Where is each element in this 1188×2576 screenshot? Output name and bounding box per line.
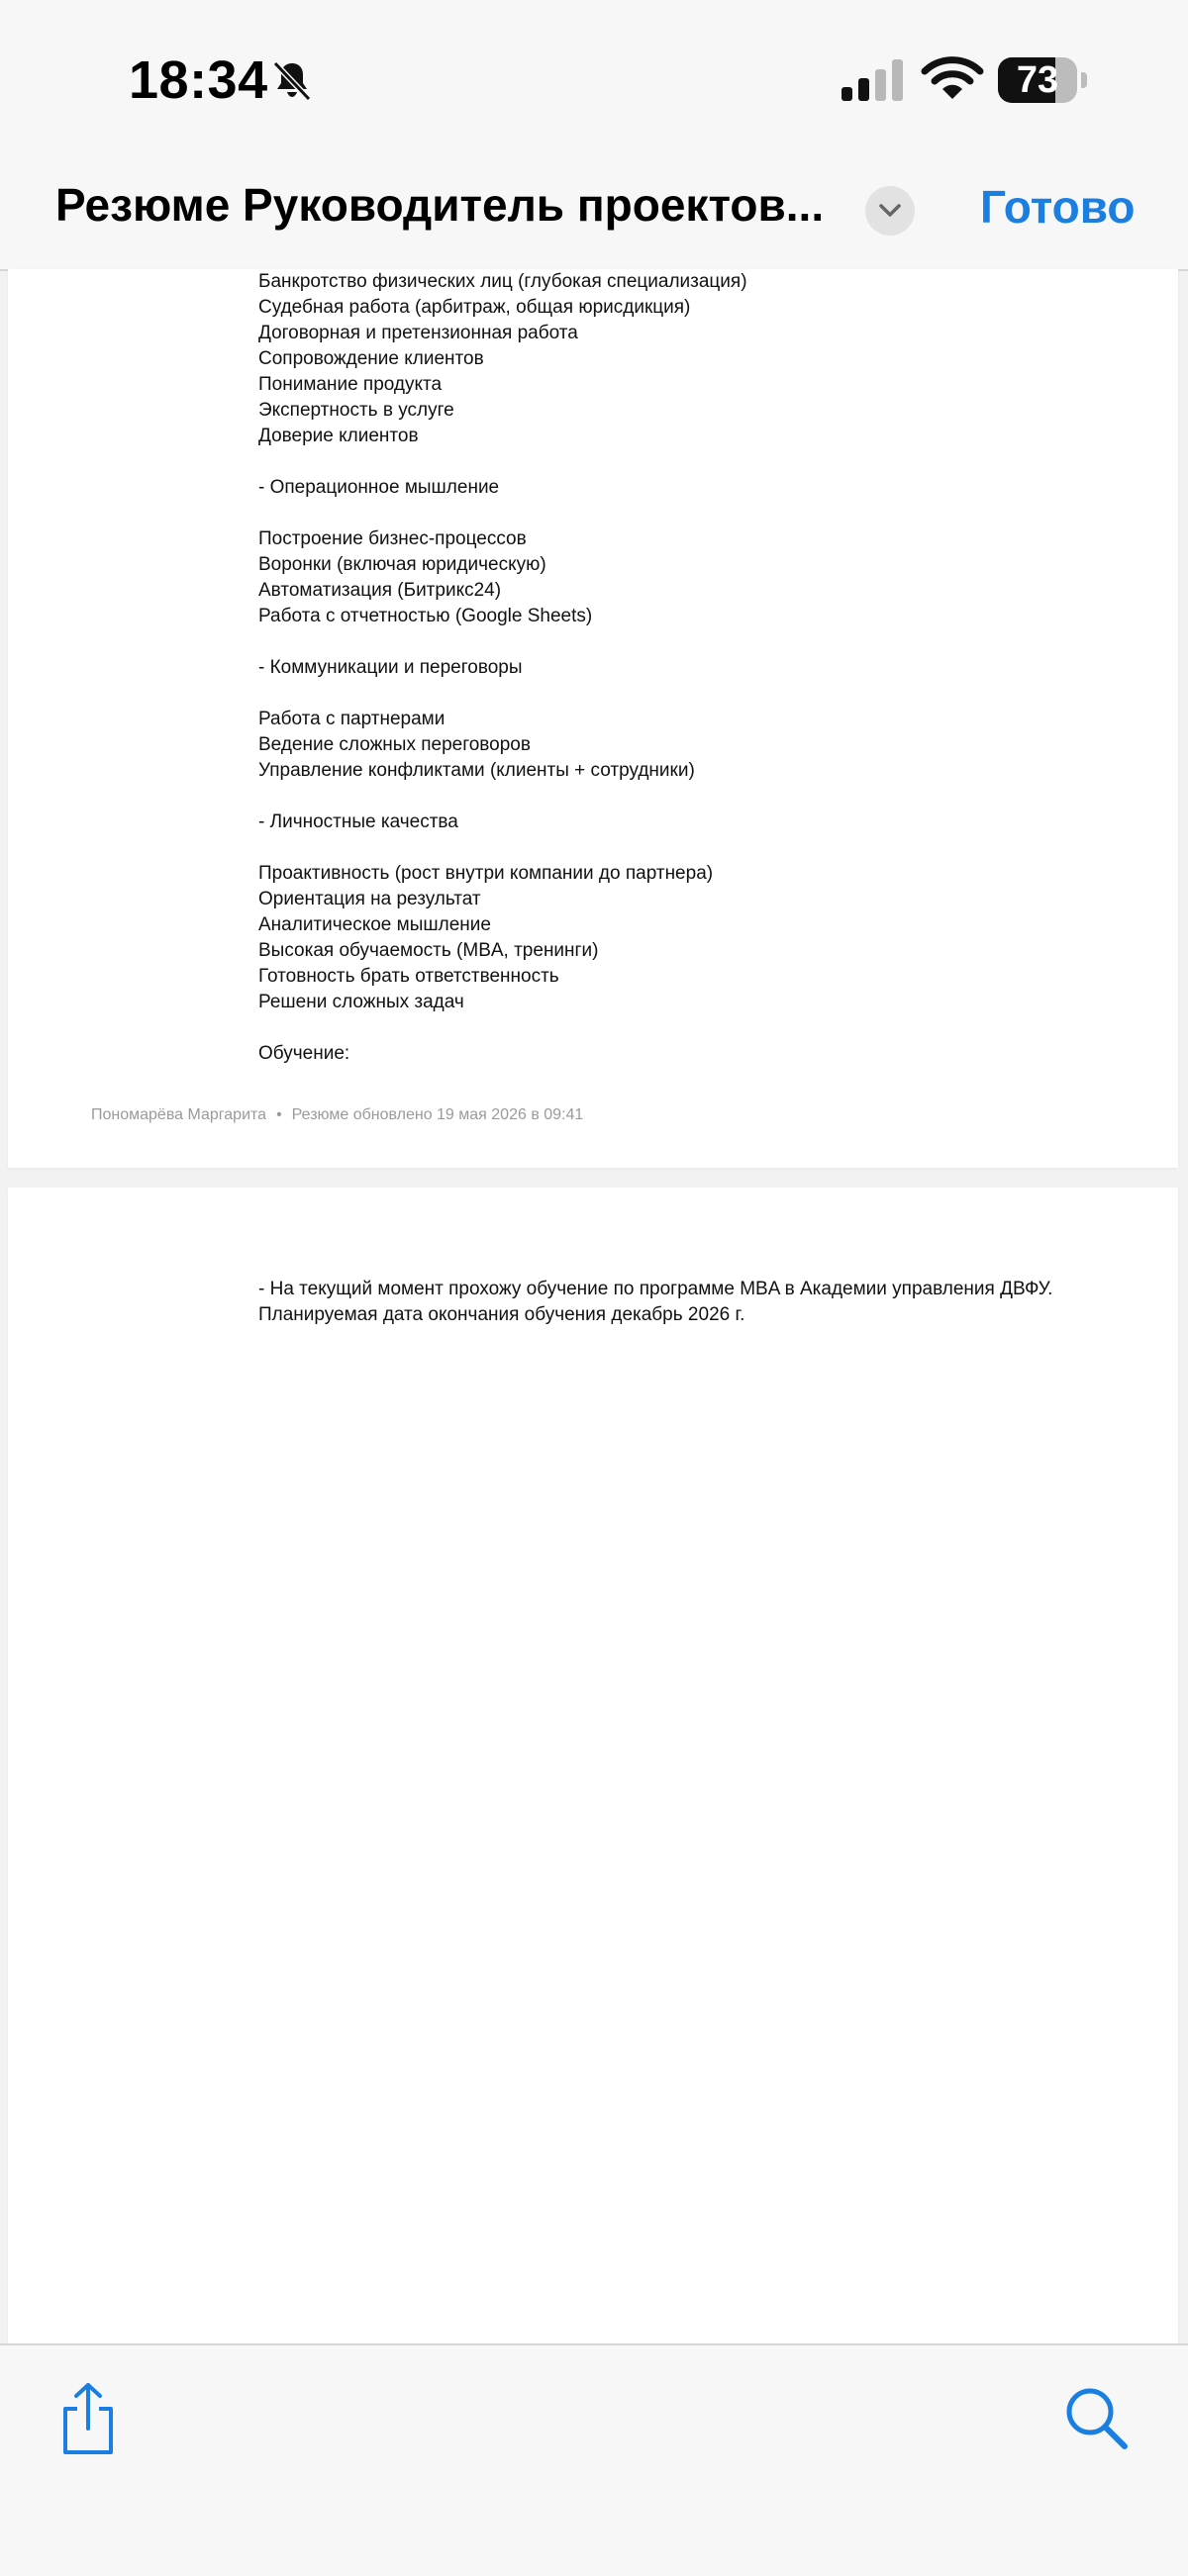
text-line: Управление конфликтами (клиенты + сотрудники) xyxy=(258,760,695,781)
blank-line xyxy=(258,501,747,526)
blank-line xyxy=(258,835,747,861)
text-line: Высокая обучаемость (MBA, тренинги) xyxy=(258,940,599,961)
text-line: Решени сложных задач xyxy=(258,992,464,1012)
wifi-icon xyxy=(921,55,984,101)
blank-line xyxy=(258,449,747,475)
page-2-text xyxy=(258,1277,1052,1328)
done-button[interactable]: Готово xyxy=(980,181,1136,233)
text-line: Построение бизнес-процессов xyxy=(258,528,527,549)
text-line: Судебная работа (арбитраж, общая юрисдикция) xyxy=(258,297,691,318)
text-line: - Коммуникации и переговоры xyxy=(258,657,523,678)
text-line: - На текущий момент прохожу обучение по программе MBA в Академии управления ДВФУ. xyxy=(258,1279,1053,1299)
text-line: - Личностные качества xyxy=(258,811,458,832)
text-line: Аналитическое мышление xyxy=(258,914,491,935)
battery-percent: 73 xyxy=(1016,59,1059,101)
text-line: Работа с отчетностью (Google Sheets) xyxy=(258,606,593,626)
status-bar xyxy=(0,0,1188,148)
text-line: - Операционное мышление xyxy=(258,477,500,498)
text-line: Планируемая дата окончания обучения декабрь 2026 г. xyxy=(258,1304,745,1325)
text-line: Готовность брать ответственность xyxy=(258,966,559,987)
status-time: 18:34 xyxy=(129,50,268,110)
blank-line xyxy=(258,784,747,810)
nav-bar xyxy=(0,148,1188,271)
document-page-1 xyxy=(8,269,1178,1168)
bell-slash-icon xyxy=(269,57,315,103)
text-line: Сопровождение клиентов xyxy=(258,348,484,369)
share-icon[interactable] xyxy=(57,2381,119,2456)
blank-line xyxy=(258,1015,747,1041)
text-line: Банкротство физических лиц (глубокая специализация) xyxy=(258,271,747,292)
text-line: Обучение: xyxy=(258,1043,350,1064)
footer-name: Пономарёва Маргарита xyxy=(91,1106,267,1123)
document-title[interactable]: Резюме Руководитель проектов... xyxy=(55,179,825,231)
page-footer xyxy=(91,1106,583,1124)
chevron-down-icon xyxy=(878,201,902,221)
footer-updated: Резюме обновлено 19 мая 2026 в 09:41 xyxy=(291,1106,584,1123)
text-line: Экспертность в услуге xyxy=(258,400,454,421)
text-line: Автоматизация (Битрикс24) xyxy=(258,580,502,601)
cellular-signal-icon xyxy=(842,59,903,101)
page-1-text xyxy=(258,269,747,1067)
text-line: Понимание продукта xyxy=(258,374,443,395)
text-line: Договорная и претензионная работа xyxy=(258,323,578,343)
battery-icon xyxy=(998,57,1085,103)
text-line: Доверие клиентов xyxy=(258,426,419,446)
search-icon[interactable] xyxy=(1063,2385,1129,2450)
document-page-2 xyxy=(8,1188,1178,2343)
footer-separator: • xyxy=(276,1106,282,1123)
title-menu-button[interactable] xyxy=(865,186,915,236)
blank-line xyxy=(258,629,747,655)
text-line: Воронки (включая юридическую) xyxy=(258,554,546,575)
text-line: Работа с партнерами xyxy=(258,709,446,729)
text-line: Ориентация на результат xyxy=(258,889,481,909)
blank-line xyxy=(258,681,747,707)
text-line: Проактивность (рост внутри компании до партнера) xyxy=(258,863,714,884)
bottom-toolbar xyxy=(0,2343,1188,2576)
text-line: Ведение сложных переговоров xyxy=(258,734,531,755)
